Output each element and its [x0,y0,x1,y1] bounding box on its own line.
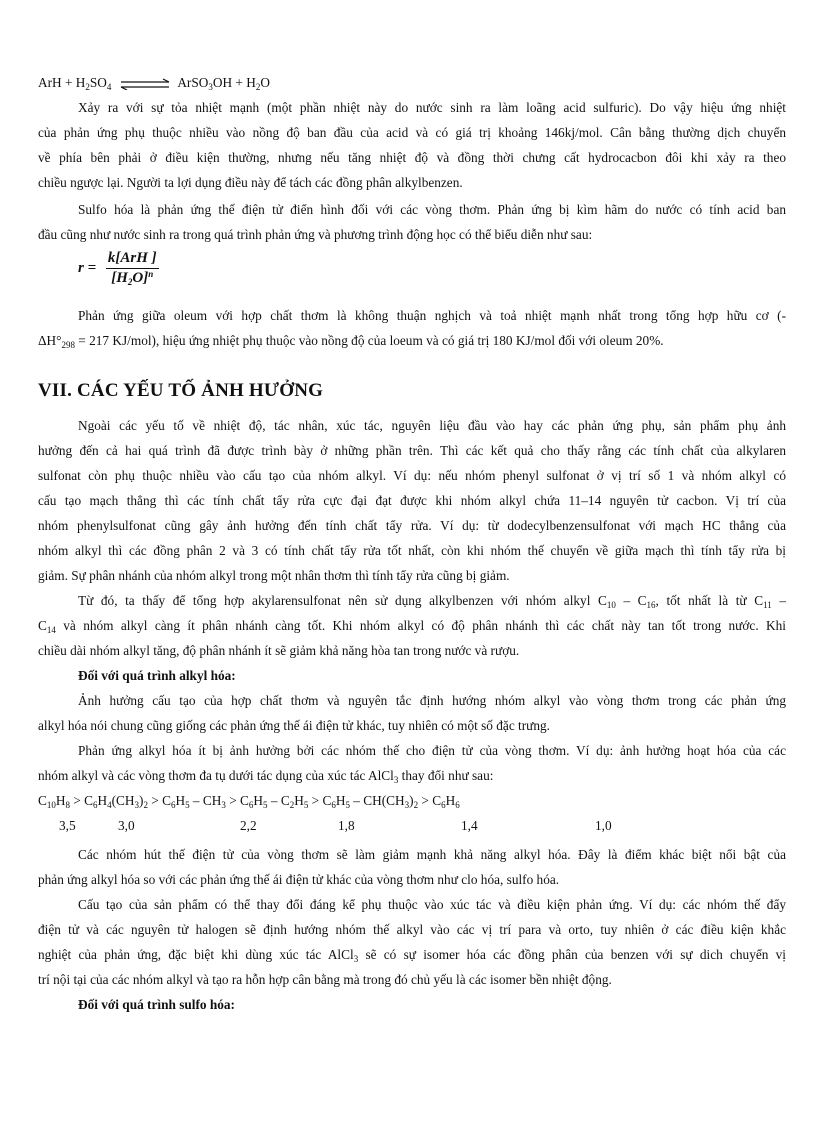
section-heading: VII. CÁC YẾU TỐ ẢNH HƯỞNG [38,380,324,401]
paragraph-line: giảm. Sự phân nhánh của nhóm alkyl trong một nhân thơm thì tính tẩy rửa cũng bị giảm. [38,568,510,583]
reactivity-series: $C_{10}H_8 > C_6H_4(CH_3)_2 > C_6H_5 - CH_3 > C_6H_5 - C_2H_5 > C_6H_5 - CH(CH_3)_2 > C_6H_6$ [38,793,460,810]
paragraph-line: Sulfo hóa là phản ứng thế điện tử điển hình đối với các vòng thơm. Phản ứng bị kìm hãm do nước có tính acid ban [78,202,786,217]
paragraph-line: trí nội tại của các nhóm alkyl và tạo ra hỗn hợp cân bằng mà trong đó chủ yếu là các isomer bền nhiệt động. [38,972,612,987]
reactivity-value: 1,4 [461,818,478,833]
paragraph-line: chiều ngược lại. Người ta lợi dụng điều này để tách các đồng phân alkylbenzen. [38,175,463,190]
paragraph-line: Xảy ra với sự tỏa nhiệt mạnh (một phần nhiệt này do nước sinh ra làm loãng acid sulfuric). Do vậy hiệu ứng nhiệt [78,100,786,115]
paragraph-line: nhóm phenylsulfonat cũng gây ảnh hưởng đến tính chất tẩy rửa. Ví dụ: từ dodecylbenzensulfonat với mạch HC thẳng của [38,518,786,533]
paragraph-line: phản ứng alkyl hóa so với các phản ứng thế ái điện tử khác của vòng thơm như clo hóa, sulfo hóa. [38,872,560,887]
reactivity-value: 1,0 [595,818,612,833]
paragraph-line: alkyl hóa nói chung cũng giống các phản ứng thế ái điện tử khác, tuy nhiên có một số đặc trưng. [38,718,551,733]
reactivity-value: 3,5 [59,818,76,833]
rate-equation: r = $\frac{\text{k[ArH ]}}{[H_2O]^n}$ [78,250,157,287]
paragraph-line: hưởng đến cả hai quá trình đã được trình bày ở những phần trên. Thì các kết quả cho thấy rằng các tính chất của alkylaren [38,443,786,458]
reaction-equation: ArH + $H_2SO_4$ ArSO$_3$OH + $H_2O$ [38,75,270,92]
paragraph-line: Từ đó, ta thấy để tổng hợp akylarensulfonat nên sử dụng alkylbenzen với nhóm alkyl $C_{10} - C_{16}$, tốt nhất là từ $C_{11}$ – [78,593,786,610]
paragraph-line: nhóm alkyl và các vòng thơm đa tụ dưới tác dụng của xúc tác AlCl$_3$ thay đổi như sau: [38,768,494,785]
paragraph-line: điện tử và các nguyên tử halogen sẽ định hướng nhóm thế alkyl vào các vị trí para và orto, tuy nhiên ở các điều kiện khắc [38,922,786,937]
equilibrium-arrow-icon [119,78,171,90]
subsection-heading: Đối với quá trình sulfo hóa: [78,997,235,1012]
paragraph-line: Ngoài các yếu tố về nhiệt độ, tác nhân, xúc tác, nguyên liệu đầu vào hay các phản ứng phụ, sản phẩm phụ ảnh [78,418,786,433]
paragraph-line: Cấu tạo của sản phẩm có thể thay đổi đáng kể phụ thuộc vào xúc tác và điều kiện phản ứng. Ví dụ: các nhóm thế đẩy [78,897,786,912]
paragraph-line: về phía bên phải ở điều kiện thường, nhưng nếu tăng nhiệt độ và đồng thời chưng cất hydrocacbon đôi khi xảy ra theo [38,150,786,165]
paragraph-line: $\Delta H^\circ_{298} = 217$ KJ/mol), hiệu ứng nhiệt phụ thuộc vào nồng độ của loeum và có giá trị 180 KJ/mol đối với oleum 20%. [38,333,664,350]
paragraph-line: nghiệt của phản ứng, đặc biệt khi dùng xúc tác AlCl$_3$ sẽ có sự isomer hóa các đồng phân của benzen với sự dich chuyển vị [38,947,786,964]
paragraph-line: Phản ứng giữa oleum với hợp chất thơm là không thuận nghịch và toả nhiệt mạnh nhất trong tổng hợp hữu cơ (- [78,308,786,323]
paragraph-line: Các nhóm hút thế điện tử của vòng thơm sẽ làm giảm mạnh khả năng alkyl hóa. Đây là điểm khác biệt nổi bật của [78,847,786,862]
reactivity-values [38,818,786,838]
paragraph-line: sulfonat còn phụ thuộc nhiều vào cấu tạo của nhóm alkyl. Ví dụ: nếu nhóm phenyl sulfonat ở vị trí số 1 và nhóm alkyl có [38,468,786,483]
reactivity-value: 1,8 [338,818,355,833]
paragraph-line: của phản ứng phụ thuộc nhiều vào nồng độ ban đầu của acid và có giá trị khoảng 146kj/mol. Cân bằng thường dịch chuyển [38,125,786,140]
paragraph-line: cấu tạo mạch thẳng thì các tính chất tẩy rửa cực đại đạt được khi nhóm alkyl chứa 11–14 nguyên tử cacbon. Vị trí của [38,493,786,508]
paragraph-line: đầu cũng như nước sinh ra trong quá trình phản ứng và phương trình động học có thể biểu diễn như sau: [38,227,593,242]
reactivity-value: 3,0 [118,818,135,833]
paragraph-line: $C_{14}$ và nhóm alkyl càng ít phân nhánh càng tốt. Khi nhóm alkyl có độ phân nhánh thì các chất này tan tốt trong nước. Khi [38,618,786,635]
paragraph-line: Phản ứng alkyl hóa ít bị ảnh hưởng bởi các nhóm thế cho điện tử của vòng thơm. Ví dụ: ảnh hưởng hoạt hóa của các [78,743,786,758]
paragraph-line: Ảnh hưởng cấu tạo của hợp chất thơm và nguyên tắc định hướng nhóm alkyl vào vòng thơm trong các phản ứng [78,693,786,708]
reactivity-value: 2,2 [240,818,257,833]
subsection-heading: Đối với quá trình alkyl hóa: [78,668,236,683]
rate-fraction: $\frac{\text{k[ArH ]}}{[H_2O]^n}$ [107,250,157,287]
paragraph-line: nhóm alkyl thì các đồng phân 2 và 3 có tính chất tẩy rửa tốt nhất, còn khi nhóm thế chuyển về giữa mạch thì tính tẩy rửa bị [38,543,786,558]
paragraph-line: chiều dài nhóm alkyl tăng, độ phân nhánh ít sẽ giảm khả năng hòa tan trong nước và rượu. [38,643,520,658]
